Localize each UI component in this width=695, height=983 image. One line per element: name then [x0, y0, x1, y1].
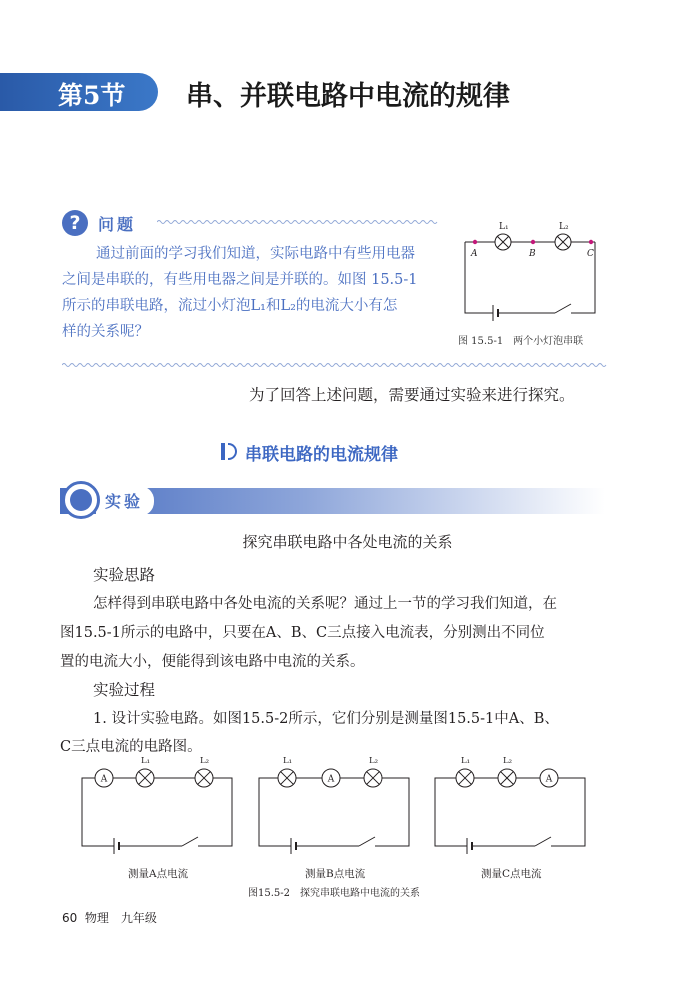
idea-line-2: 图15.5-1所示的电路中，只要在A、B、C三点接入电流表，分别测出不同位 — [60, 625, 545, 641]
page-number: 60 — [62, 911, 78, 925]
question-icon: ? — [62, 210, 88, 236]
subsection-marker-bar — [221, 443, 225, 460]
question-label: 问题 — [98, 215, 137, 234]
switch — [182, 837, 198, 846]
question-line-4: 样的关系呢？ — [62, 324, 149, 340]
sub-caption-b: 测量B点电流 — [305, 868, 366, 880]
figure-15-5-1 — [455, 218, 605, 328]
process-line-1: 1. 设计实验电路。如图15.5-2所示，它们分别是测量图15.5-1中A、B、 — [93, 711, 559, 727]
point-c-label: C — [587, 249, 594, 259]
question-line-3: 所示的串联电路，流过小灯泡L₁和L₂的电流大小有怎 — [62, 298, 398, 314]
ammeter-label: A — [545, 774, 553, 785]
book-name: 物理 九年级 — [84, 911, 157, 925]
subsection-marker-d — [228, 443, 237, 460]
lamp-l1-label: L₁ — [499, 222, 509, 232]
ammeter-label: A — [327, 774, 335, 785]
sub-caption-c: 测量C点电流 — [481, 868, 542, 880]
page-title: 串、并联电路中电流的规律 — [186, 81, 510, 112]
page-footer — [62, 909, 157, 926]
switch — [359, 837, 375, 846]
figure-1-caption: 图 15.5-1 两个小灯泡串联 — [458, 336, 584, 347]
figure-15-5-2 — [78, 752, 598, 862]
question-line-1: 通过前面的学习我们知道，实际电路中有些用电器 — [96, 246, 415, 262]
subsection-title: 串联电路的电流规律 — [245, 445, 398, 465]
switch — [535, 837, 551, 846]
question-line-2: 之间是串联的，有些用电器之间是并联的。如图 15.5-1 — [62, 272, 418, 288]
point-b-label: B — [529, 249, 536, 259]
sub-caption-a: 测量A点电流 — [128, 868, 189, 880]
point-a-dot — [473, 240, 477, 244]
ammeter-label: A — [100, 774, 108, 785]
lamp-label: L₁ — [461, 756, 471, 766]
idea-heading: 实验思路 — [93, 566, 156, 584]
experiment-title: 探究串联电路中各处电流的关系 — [242, 533, 453, 551]
question-wavy-top — [157, 218, 442, 226]
experiment-icon-inner — [70, 489, 92, 511]
figure-2-caption: 图15.5-2 探究串联电路中电流的关系 — [248, 888, 421, 899]
experiment-label: 实验 — [105, 492, 144, 511]
section-number: 第5节 — [58, 81, 126, 110]
point-c-dot — [589, 240, 593, 244]
process-heading: 实验过程 — [93, 681, 156, 699]
point-b-dot — [531, 240, 535, 244]
lamp-label: L₁ — [283, 756, 293, 766]
idea-line-3: 置的电流大小，便能得到该电路中电流的关系。 — [60, 654, 365, 670]
lamp-label: L₂ — [503, 756, 513, 766]
lamp-label: L₂ — [200, 756, 210, 766]
question-wavy-bottom — [62, 361, 607, 369]
lamp-l2-label: L₂ — [559, 222, 569, 232]
lamp-label: L₁ — [141, 756, 151, 766]
answer-line: 为了回答上述问题，需要通过实验来进行探究。 — [249, 386, 575, 404]
idea-line-1: 怎样得到串联电路中各处电流的关系呢？通过上一节的学习我们知道，在 — [93, 596, 557, 612]
lamp-label: L₂ — [369, 756, 379, 766]
process-line-2: C三点电流的电路图。 — [60, 739, 202, 755]
point-a-label: A — [471, 249, 478, 259]
